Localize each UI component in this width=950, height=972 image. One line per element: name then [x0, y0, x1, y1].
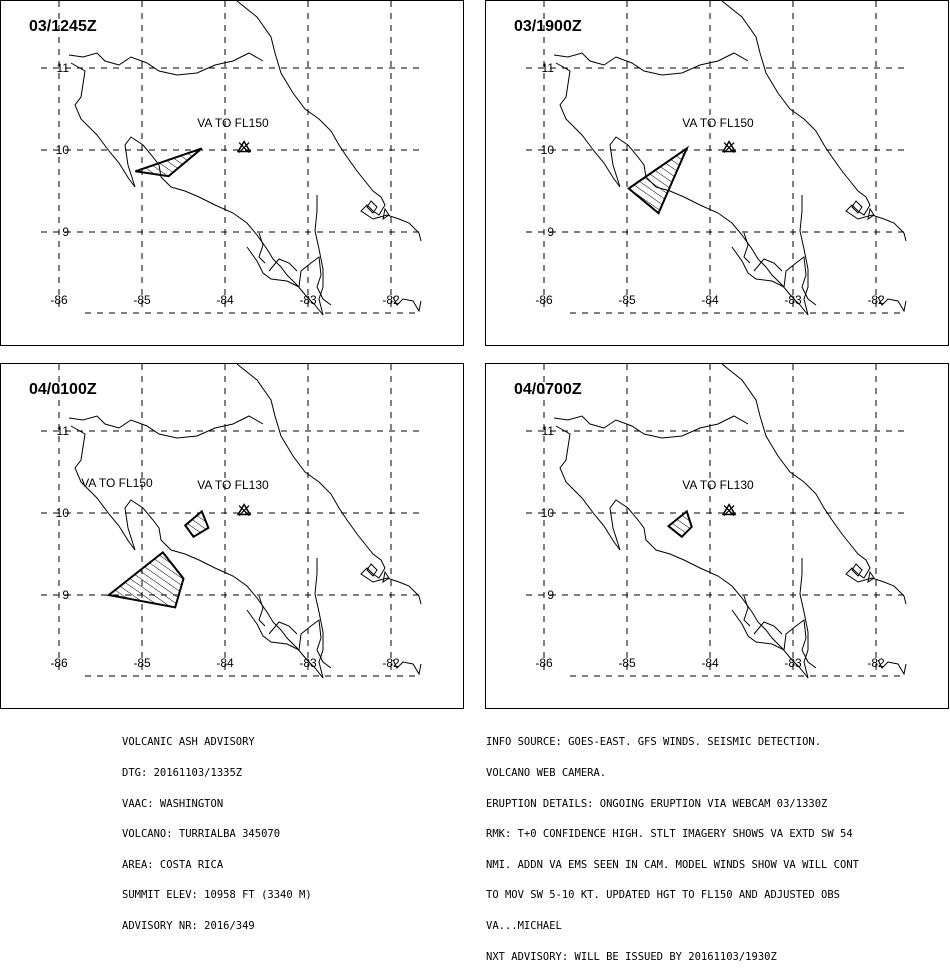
coastline	[744, 233, 750, 263]
va-height-label: VA TO FL130	[682, 478, 754, 492]
va-height-label: VA TO FL150	[682, 116, 754, 130]
lat-tick-label: 9	[547, 588, 554, 602]
coastline	[367, 564, 389, 582]
coastline	[259, 596, 265, 626]
map-panel-1	[0, 0, 464, 346]
map-svg-4	[486, 364, 950, 710]
coastline	[852, 201, 874, 219]
panel-time-label: 04/0100Z	[29, 381, 97, 398]
advisory-line: INFO SOURCE: GOES-EAST. GFS WINDS. SEISMIC DETECTION.	[486, 736, 822, 749]
advisory-line: ADVISORY NR: 2016/349	[122, 919, 255, 932]
border-line	[554, 53, 808, 315]
lat-tick-label: 10	[540, 506, 554, 520]
coastline	[71, 63, 331, 315]
lon-tick-label: -84	[216, 656, 234, 670]
lat-tick-label: 11	[56, 61, 69, 75]
advisory-right-text	[486, 717, 859, 972]
volcano-marker	[723, 505, 735, 516]
advisory-line: VOLCANO WEB CAMERA.	[486, 767, 607, 779]
advisory-left-text	[122, 717, 312, 941]
panel-time-label: 04/0700Z	[514, 381, 582, 398]
lat-tick-label: 10	[55, 143, 69, 157]
coastline	[367, 201, 389, 219]
map-panel-4	[485, 363, 949, 709]
volcano-marker	[723, 142, 735, 153]
advisory-line: TO MOV SW 5-10 KT. UPDATED HGT TO FL150 AND ADJUSTED OBS	[486, 889, 841, 902]
lat-tick-label: 10	[540, 143, 554, 157]
volcano-marker	[238, 505, 250, 516]
lon-tick-label: -86	[535, 293, 553, 307]
advisory-line: NXT ADVISORY: WILL BE ISSUED BY 20161103/1930Z	[486, 950, 777, 963]
advisory-line: VOLCANO: TURRIALBA 345070	[122, 828, 281, 841]
border-line	[69, 416, 323, 678]
lat-tick-label: 11	[541, 424, 554, 438]
lon-tick-label: -83	[784, 293, 802, 307]
va-area-polygon	[109, 552, 184, 607]
va-height-label: VA TO FL130	[197, 478, 269, 492]
lon-tick-label: -82	[867, 656, 885, 670]
panel-time-label: 03/1900Z	[514, 18, 582, 35]
advisory-line: VOLCANIC ASH ADVISORY	[122, 736, 255, 749]
map-svg-1	[1, 1, 465, 347]
va-height-label: VA TO FL150	[197, 116, 269, 130]
lon-tick-label: -83	[784, 656, 802, 670]
coastline	[556, 63, 816, 315]
advisory-line: DTG: 20161103/1335Z	[122, 767, 243, 779]
lon-tick-label: -85	[618, 293, 636, 307]
lat-tick-label: 9	[547, 225, 554, 239]
va-area-polygon	[135, 148, 201, 176]
lon-tick-label: -86	[50, 293, 68, 307]
coastline	[556, 426, 816, 678]
lon-tick-label: -86	[535, 656, 553, 670]
lon-tick-label: -82	[382, 656, 400, 670]
border-line	[554, 416, 808, 678]
panel-time-label: 03/1245Z	[29, 18, 97, 35]
coastline	[71, 426, 331, 678]
lon-tick-label: -83	[299, 656, 317, 670]
map-svg-2	[486, 1, 950, 347]
lon-tick-label: -84	[216, 293, 234, 307]
coastline	[744, 596, 750, 626]
lat-tick-label: 9	[62, 588, 69, 602]
advisory-line: RMK: T+0 CONFIDENCE HIGH. STLT IMAGERY SHOWS VA EXTD SW 54	[486, 828, 853, 841]
lat-tick-label: 10	[55, 506, 69, 520]
lon-tick-label: -82	[382, 293, 400, 307]
va-area-polygon	[669, 511, 692, 536]
lon-tick-label: -83	[299, 293, 317, 307]
lat-tick-label: 11	[56, 424, 69, 438]
lat-lon-grid	[41, 364, 421, 676]
lon-tick-label: -82	[867, 293, 885, 307]
lat-lon-grid	[41, 1, 421, 313]
lat-tick-label: 11	[541, 61, 554, 75]
va-area-polygon	[185, 511, 208, 536]
lat-lon-grid	[526, 1, 906, 313]
lat-tick-label: 9	[62, 225, 69, 239]
map-panel-3	[0, 363, 464, 709]
lat-lon-grid	[526, 364, 906, 676]
coastline	[852, 564, 874, 582]
map-svg-3	[1, 364, 465, 710]
lon-tick-label: -85	[618, 656, 636, 670]
va-area-polygon	[629, 148, 687, 213]
advisory-line: SUMMIT ELEV: 10958 FT (3340 M)	[122, 889, 312, 902]
advisory-line: VA...MICHAEL	[486, 919, 562, 932]
va-height-label: VA TO FL150	[81, 476, 153, 490]
coastline	[259, 233, 265, 263]
advisory-line: NMI. ADDN VA EMS SEEN IN CAM. MODEL WINDS SHOW VA WILL CONT	[486, 858, 859, 871]
volcano-marker	[238, 142, 250, 153]
lon-tick-label: -84	[701, 293, 719, 307]
lon-tick-label: -84	[701, 656, 719, 670]
lon-tick-label: -85	[133, 656, 151, 670]
advisory-line: ERUPTION DETAILS: ONGOING ERUPTION VIA WEBCAM 03/1330Z	[486, 797, 828, 810]
lon-tick-label: -85	[133, 293, 151, 307]
border-line	[69, 53, 323, 315]
advisory-line: VAAC: WASHINGTON	[122, 797, 224, 810]
map-panel-2	[485, 0, 949, 346]
lon-tick-label: -86	[50, 656, 68, 670]
advisory-line: AREA: COSTA RICA	[122, 858, 224, 871]
